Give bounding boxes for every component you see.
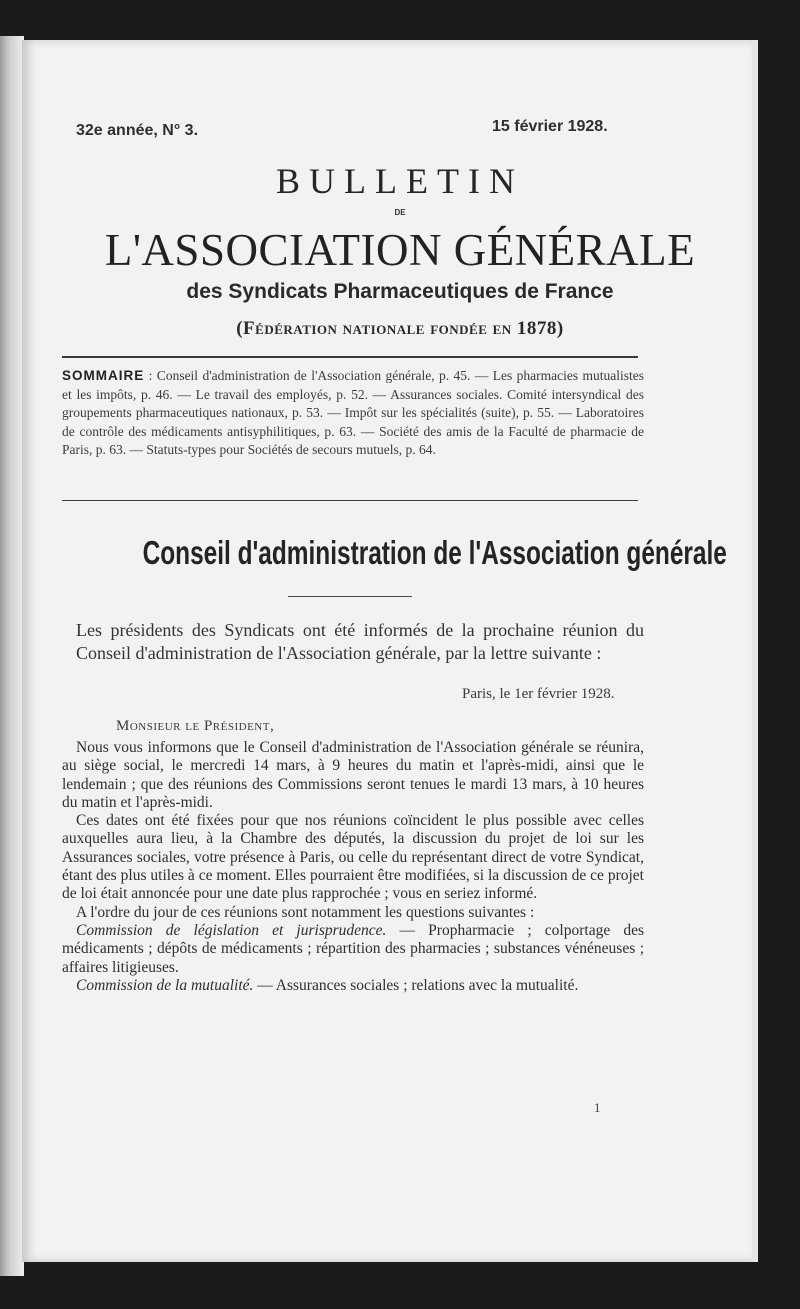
book-binding-edge [0,36,24,1276]
letter-paragraph: A l'ordre du jour de ces réunions sont notamment les questions suivantes : [76,903,535,921]
masthead-federation: (Fédération nationale fondée en 1878) [236,318,564,339]
commission-name: Commission de la mutualité. [76,976,254,994]
issue-number: 32e année, N° 3. [76,122,199,139]
commission-text: — Propharmacie ; colportage des médicaments ; dépôts de médicaments ; répartition des pharmacies ; substances vénéneuses ; affaires litigieuses. [62,921,644,976]
page-folio: 1 [594,1100,601,1115]
article-title: Conseil d'administration de l'Association générale [142,534,727,571]
letter-salutation: Monsieur le Président, [116,718,275,734]
sommaire-rule [62,500,638,501]
masthead-association: L'ASSOCIATION GÉNÉRALE [104,225,696,275]
title-underline [288,596,412,597]
table-of-contents [62,367,644,460]
article-intro: Les présidents des Syndicats ont été informés de la prochaine réunion du Conseil d'administration de l'Association générale, par la lettre suivante : [76,620,644,663]
letter-paragraph: Nous vous informons que le Conseil d'administration de l'Association générale se réunira, au siège social, le mercredi 14 mars, à 9 heures du matin et l'après-midi, ainsi que le lendemain ; que des réunions des Commissions seront tenues le mardi 13 mars, à 10 heures du matin et l'après-midi. [62,739,644,811]
letter-paragraph: Ces dates ont été fixées pour que nos réunions coïncident le plus possible avec celles auxquelles aura lieu, à la Chambre des députés, la discussion du projet de loi sur les Assurances sociales, votre présence à Paris, ou celle du représentant direct de votre Syndicat, étant des plus utiles à ce moment. Elles pourraient être modifiées, si la discussion de ce projet de loi était annoncée pour une date plus rapprochée ; vous en seriez informé. [62,812,644,903]
letter-date: Paris, le 1er février 1928. [462,686,615,702]
commission-item [62,977,644,995]
page-edge [752,40,758,1262]
issue-date: 15 février 1928. [492,118,608,135]
sommaire-label: SOMMAIRE [62,368,145,383]
masthead-bulletin: BULLETIN [276,161,524,201]
commission-text: — Assurances sociales ; relations avec la mutualité. [253,976,579,994]
masthead-syndicats: des Syndicats Pharmaceutiques de France [186,280,614,303]
masthead-de: DE [394,208,406,217]
letter-body [62,739,644,995]
sommaire-text: : Conseil d'administration de l'Association générale, p. 45. — Les pharmacies mutualistes et les impôts, p. 46. — Le travail des employés, p. 52. — Assurances sociales. Comité intersyndical des groupements pharmaceutiques nationaux, p. 53. — Impôt sur les spécialités (suite), p. 55. — Laboratoires de contrôle des médicaments antisyphilitiques, p. 63. — Société des amis de la Faculté de pharmacie de Paris, p. 63. — Statuts-types pour Sociétés de secours mutuels, p. 64. [62,368,644,457]
commission-item [62,922,644,977]
masthead-rule [62,356,638,358]
commission-name: Commission de législation et jurisprudence. [76,921,387,939]
